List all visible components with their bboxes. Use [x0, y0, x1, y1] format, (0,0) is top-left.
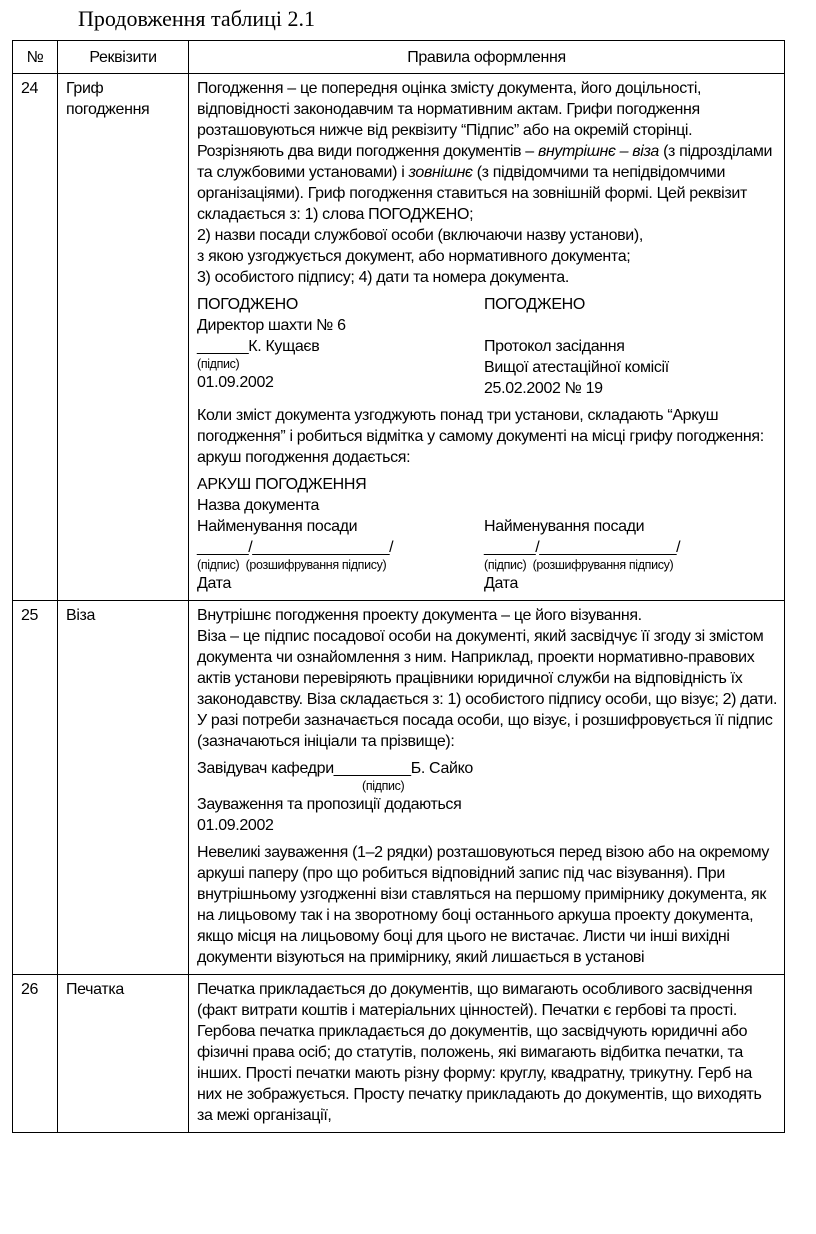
text-segment: Віза – це підпис посадової особи на документі, який засвідчує її згоду зі змістом документа чи ознайомлення з ним. Наприклад, проекти нормативно-правових актів установи перевіряють працівники юридичної служби на відповідність їх законодавству. Віза складається з: 1) особистого підпису особи, що візує; 2) дати. У разі потреби зазначається посада особи, що візує, і розшифровується її підпис (зазначаються ініціали та прізвище):	[197, 628, 778, 750]
row-24-paragraph-2: Коли зміст документа узгоджують понад три установи, складають “Аркуш погодження” і робиться відмітка у самому документі на місці грифу погодження: аркуш погодження додається:	[197, 407, 764, 466]
sheet-signature-left	[197, 516, 484, 594]
sheet-title: АРКУШ ПОГОДЖЕННЯ	[197, 476, 367, 493]
text-line: Внутрішнє погодження проекту документа – це його візування.	[197, 607, 642, 624]
signature-line: ______/________________/	[484, 539, 681, 556]
row-25-number: 25	[13, 601, 58, 975]
text-line: з якою узгоджується документ, або нормативного документа;	[197, 248, 631, 265]
sheet-signature-right	[484, 516, 775, 594]
text-segment: (з підрозділами та службовими установами) і	[197, 143, 773, 181]
table-header-row	[13, 41, 785, 74]
visa-example-note: Зауваження та пропозиції додаються	[197, 796, 462, 813]
example-line: Протокол засідання	[484, 338, 625, 355]
approval-example-left	[197, 294, 484, 399]
signature-caption: (підпис) (розшифрування підпису)	[197, 558, 387, 572]
row-26-rules	[189, 975, 785, 1133]
example-line: 01.09.2002	[197, 374, 274, 391]
row-24-number: 24	[13, 74, 58, 601]
table-row-26	[13, 975, 785, 1133]
row-25-rules	[189, 601, 785, 975]
row-25-paragraph-2: Невеликі зауваження (1–2 рядки) розташовуються перед візою або на окремому аркуші паперу (про що робиться відповідний запис під час візування). При внутрішньому узгодженні візи ставляться на першому примірнику документа, як на лицьовому так і на зворотному боці останнього аркуша проекту документа, якщо місця на лицьовому боці для цього не вистачає. Листи чи інші вихідні документи візуються на примірнику, який лишається в установі	[197, 844, 770, 966]
header-number: №	[13, 41, 58, 74]
table-caption: Продовження таблиці 2.1	[78, 6, 315, 31]
position-label: Найменування посади	[197, 518, 358, 535]
text-segment: (з підвідомчими та непідвідомчими організаціями). Гриф погодження ставиться на зовнішній формі. Цей реквізит складається з: 1) слова ПОГОДЖЕНО;	[197, 164, 747, 223]
row-26-paragraph-1: Печатка прикладається до документів, що вимагають особливого засвідчення (факт витрати коштів і матеріальних цінностей). Печатки є гербові та прості. Гербова печатка прикладається до документів, що засвідчують юридичні або фізичні права осіб; до статутів, положень, які вимагають відбитка печатки, та інших. Прості печатки мають різну форму: круглу, квадратну, трикутну. Герб на них не зображується. Просту печатку прикладають до документів, що виходять за межі організації,	[197, 981, 762, 1124]
header-rules: Правила оформлення	[189, 41, 785, 74]
visa-example-caption: (підпис)	[362, 779, 405, 793]
example-spacer	[484, 315, 775, 336]
row-25-name: Віза	[58, 601, 189, 975]
row-25-paragraph-1	[197, 605, 778, 752]
signature-caption: (підпис) (розшифрування підпису)	[484, 558, 674, 572]
date-label: Дата	[484, 575, 519, 592]
text-segment: Погодження – це попередня оцінка змісту документа, його доцільності, відповідності законодавчим та нормативним актам. Грифи погодження розташовуються нижче від реквізиту “Підпис” або на окремій сторінці. Розрізняють два види погодження документів –	[197, 80, 702, 160]
visa-example-date: 01.09.2002	[197, 817, 274, 834]
row-24-rules	[189, 74, 785, 601]
example-line: Директор шахти № 6	[197, 317, 346, 334]
example-line: ______К. Кущаєв	[197, 338, 320, 355]
example-line: Вищої атестаційної комісії	[484, 359, 669, 376]
position-label: Найменування посади	[484, 518, 645, 535]
requisites-table	[12, 40, 785, 1133]
row-26-number: 26	[13, 975, 58, 1133]
header-requisites: Реквізити	[58, 41, 189, 74]
row-24-name: Гриф погодження	[58, 74, 189, 601]
date-label: Дата	[197, 575, 232, 592]
sheet-doc-name: Назва документа	[197, 497, 320, 514]
row-24-paragraph-1	[197, 78, 778, 288]
visa-example-line: Завідувач кафедри_________Б. Сайко	[197, 760, 473, 777]
signature-line: ______/________________/	[197, 539, 394, 556]
table-row-25	[13, 601, 785, 975]
table-row-24	[13, 74, 785, 601]
text-line: 2) назви посади службової особи (включаючи назву установи),	[197, 227, 643, 244]
approval-example	[197, 294, 778, 399]
approval-sheet	[197, 474, 778, 594]
example-line: ПОГОДЖЕНО	[197, 296, 298, 313]
row-26-name: Печатка	[58, 975, 189, 1133]
italic-segment: внутрішнє – віза	[537, 143, 659, 160]
italic-segment: зовнішнє	[408, 164, 473, 181]
example-caption: (підпис)	[197, 357, 240, 371]
approval-example-right	[484, 294, 775, 399]
example-line: ПОГОДЖЕНО	[484, 296, 585, 313]
sheet-signatures	[197, 516, 778, 594]
example-line: 25.02.2002 № 19	[484, 380, 603, 397]
text-line: 3) особистого підпису; 4) дати та номера документа.	[197, 269, 569, 286]
